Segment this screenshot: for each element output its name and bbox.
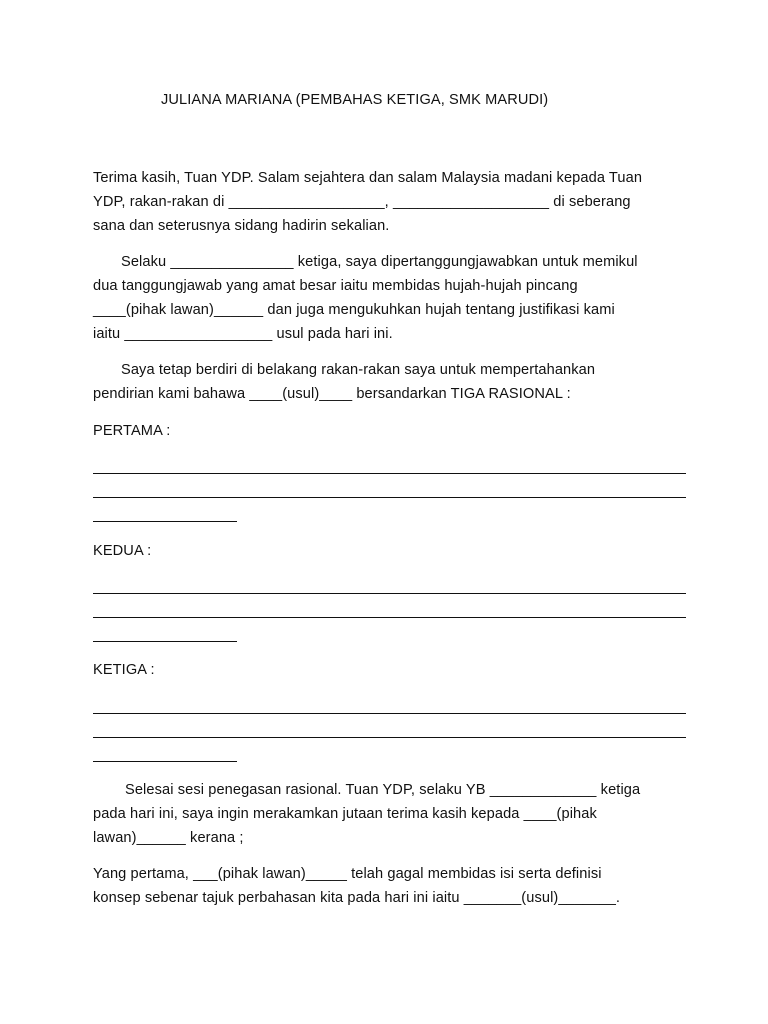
closing-line-2: pada hari ini, saya ingin merakamkan jutaan terima kasih kepada ____(pihak <box>93 806 597 822</box>
point-label-ketiga: KETIGA : <box>93 662 155 678</box>
opening-line-2: YDP, rakan-rakan di ___________________, ___________________ di seberang <box>93 194 631 210</box>
first-rebuttal-line-1: Yang pertama, ___(pihak lawan)_____ telah gagal membidas isi serta definisi <box>93 866 602 882</box>
blank-line <box>93 713 686 714</box>
intro-line-1: Selaku _______________ ketiga, saya dipertanggungjawabkan untuk memikul <box>121 254 638 270</box>
document-title: JULIANA MARIANA (PEMBAHAS KETIGA, SMK MARUDI) <box>161 92 549 108</box>
stand-line-1: Saya tetap berdiri di belakang rakan-rakan saya untuk mempertahankan <box>121 362 596 378</box>
blank-line <box>93 473 686 474</box>
stand-line-2: pendirian kami bahawa ____(usul)____ bersandarkan TIGA RASIONAL : <box>93 386 571 402</box>
blank-line <box>93 521 237 522</box>
blank-line <box>93 617 686 618</box>
blank-line <box>93 737 686 738</box>
closing-line-1: Selesai sesi penegasan rasional. Tuan YDP, selaku YB _____________ ketiga <box>125 782 641 798</box>
point-label-kedua: KEDUA : <box>93 543 152 559</box>
blank-line <box>93 641 237 642</box>
intro-line-3: ____(pihak lawan)______ dan juga mengukuhkan hujah tentang justifikasi kami <box>93 302 615 318</box>
first-rebuttal-line-2: konsep sebenar tajuk perbahasan kita pada hari ini iaitu _______(usul)_______. <box>93 890 621 906</box>
intro-line-4: iaitu __________________ usul pada hari ini. <box>93 326 393 342</box>
opening-line-1: Terima kasih, Tuan YDP. Salam sejahtera dan salam Malaysia madani kepada Tuan <box>93 170 643 186</box>
blank-line <box>93 761 237 762</box>
intro-line-2: dua tanggungjawab yang amat besar iaitu membidas hujah-hujah pincang <box>93 278 578 294</box>
opening-line-3: sana dan seterusnya sidang hadirin sekalian. <box>93 218 390 234</box>
point-label-pertama: PERTAMA : <box>93 423 171 439</box>
blank-line <box>93 497 686 498</box>
closing-line-3: lawan)______ kerana ; <box>93 830 244 846</box>
blank-line <box>93 593 686 594</box>
